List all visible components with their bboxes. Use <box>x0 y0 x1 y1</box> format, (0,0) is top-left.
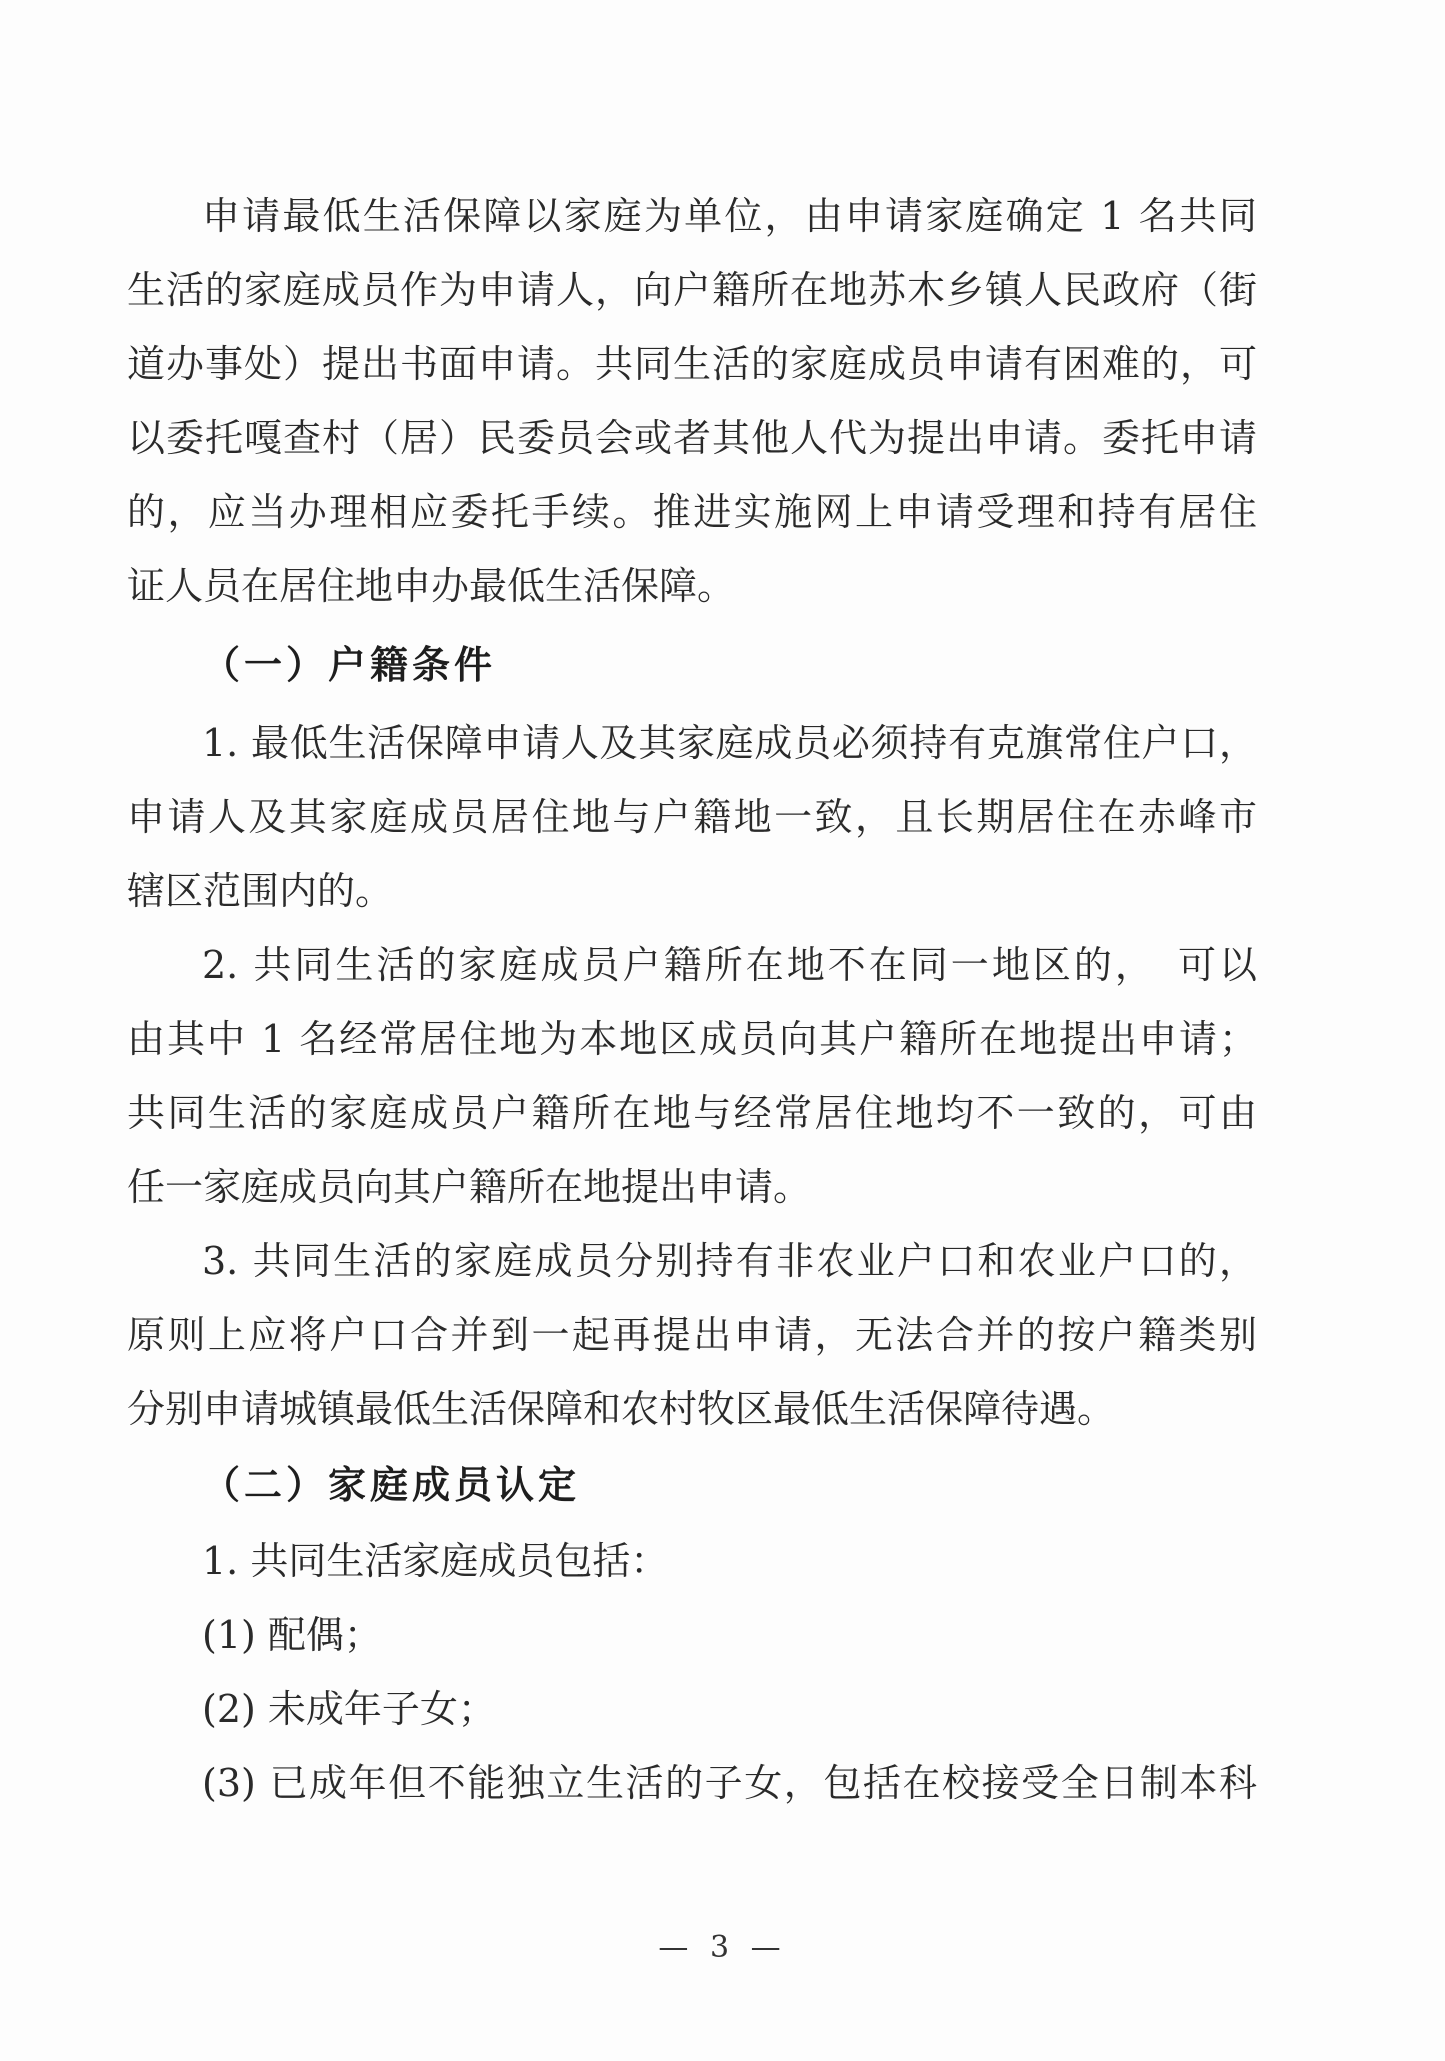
paragraph-line: 的，应当办理相应委托手续。推进实施网上申请受理和持有居住 <box>127 490 1257 534</box>
paragraph-line: 道办事处）提出书面申请。共同生活的家庭成员申请有困难的，可 <box>127 342 1257 386</box>
paragraph-line: 辖区范围内的。 <box>127 869 394 913</box>
paragraph-line: 申请人及其家庭成员居住地与户籍地一致，且长期居住在赤峰市 <box>127 795 1257 839</box>
section-heading: （一）户籍条件 <box>202 643 497 687</box>
paragraph-line: 3. 共同生活的家庭成员分别持有非农业户口和农业户口的， <box>202 1239 1257 1283</box>
paragraph-line: 由其中 1 名经常居住地为本地区成员向其户籍所在地提出申请； <box>127 1017 1257 1061</box>
paragraph-line: 生活的家庭成员作为申请人，向户籍所在地苏木乡镇人民政府（街 <box>127 268 1257 312</box>
paragraph-line: 1. 共同生活家庭成员包括： <box>202 1539 669 1583</box>
list-item: (3) 已成年但不能独立生活的子女，包括在校接受全日制本科 <box>202 1761 1257 1805</box>
paragraph-line: 2. 共同生活的家庭成员户籍所在地不在同一地区的， 可以 <box>202 943 1257 987</box>
paragraph-line: 任一家庭成员向其户籍所在地提出申请。 <box>127 1165 812 1209</box>
paragraph-line: 申请最低生活保障以家庭为单位，由申请家庭确定 1 名共同 <box>202 194 1257 238</box>
section-heading: （二）家庭成员认定 <box>202 1463 581 1507</box>
paragraph-line: 证人员在居住地申办最低生活保障。 <box>127 564 736 608</box>
list-item: (1) 配偶； <box>202 1613 382 1657</box>
paragraph-line: 1. 最低生活保障申请人及其家庭成员必须持有克旗常住户口， <box>202 721 1257 765</box>
paragraph-line: 共同生活的家庭成员户籍所在地与经常居住地均不一致的，可由 <box>127 1091 1257 1135</box>
paragraph-line: 以委托嘎查村（居）民委员会或者其他人代为提出申请。委托申请 <box>127 416 1257 460</box>
paragraph-line: 原则上应将户口合并到一起再提出申请，无法合并的按户籍类别 <box>127 1313 1257 1357</box>
list-item: (2) 未成年子女； <box>202 1687 496 1731</box>
page-number: — 3 — <box>658 1930 787 1965</box>
paragraph-line: 分别申请城镇最低生活保障和农村牧区最低生活保障待遇。 <box>127 1387 1116 1431</box>
